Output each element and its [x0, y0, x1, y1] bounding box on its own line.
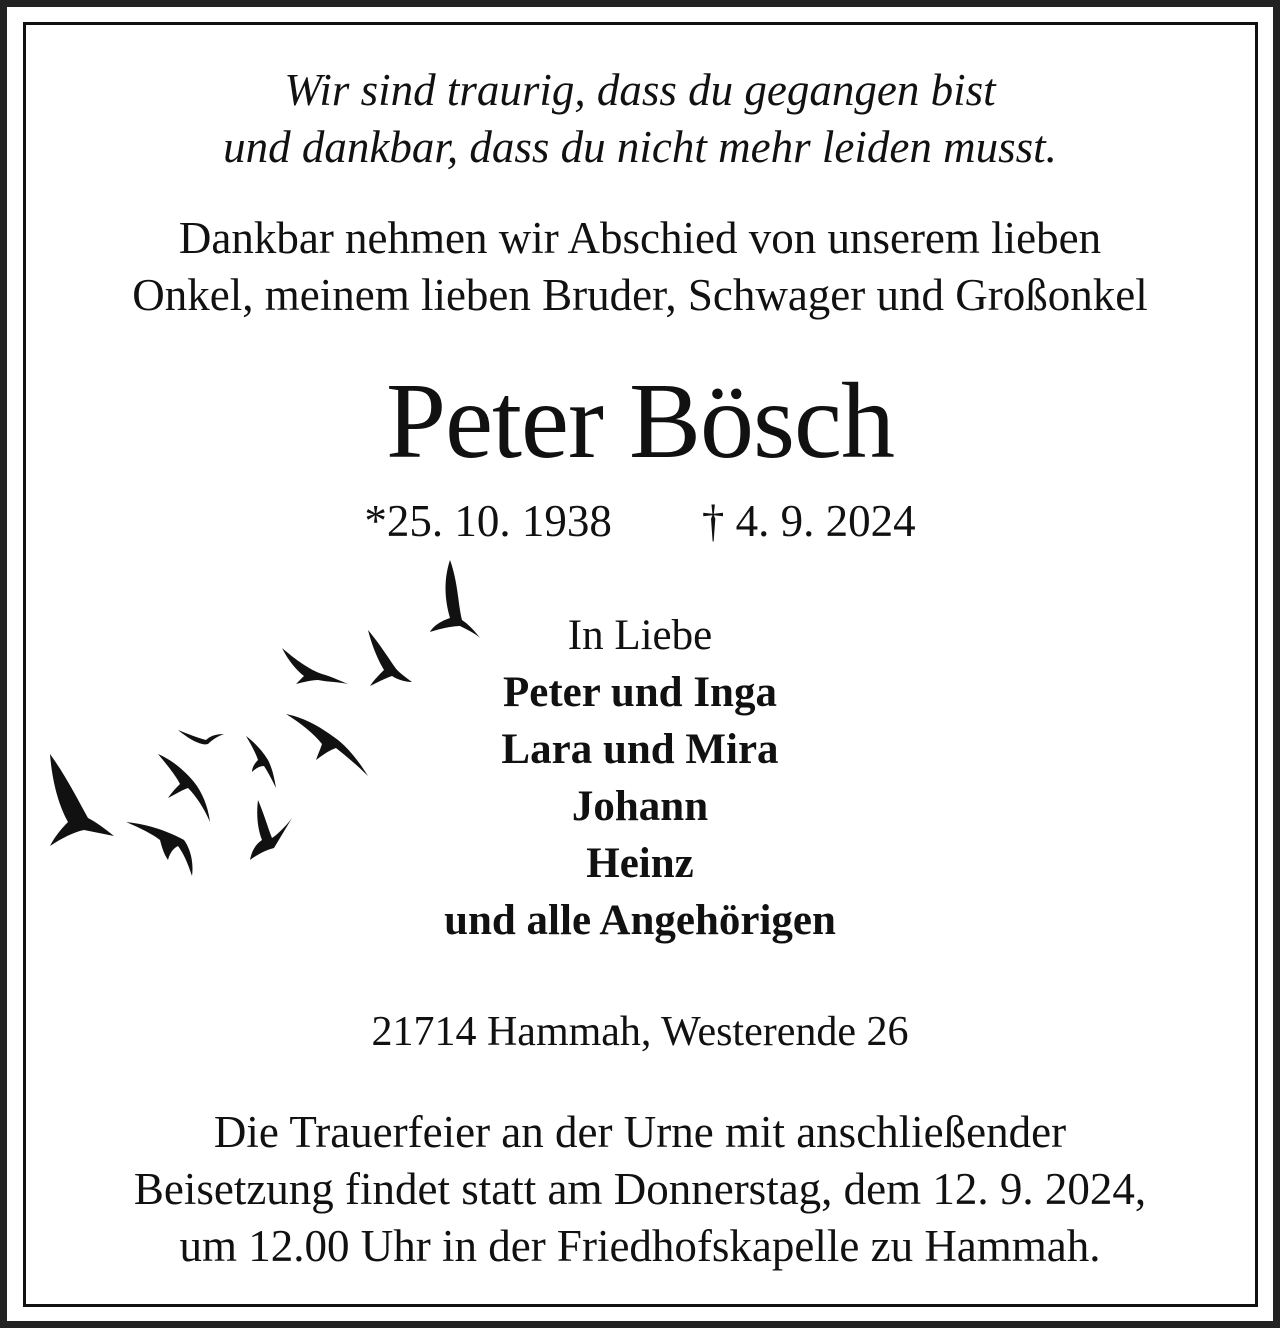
- intro-line-1: Dankbar nehmen wir Abschied von unserem lieben: [178, 213, 1102, 263]
- mourner-name: Peter und Inga: [503, 669, 777, 716]
- mourner-name: Johann: [571, 783, 709, 830]
- death-date: † 4. 9. 2024: [701, 496, 916, 546]
- family-address: 21714 Hammah, Westerende 26: [371, 1009, 909, 1055]
- birth-date: *25. 10. 1938: [364, 496, 612, 546]
- mourners-intro: In Liebe: [567, 612, 713, 659]
- life-dates: [0, 493, 1280, 549]
- deceased-name: Peter Bösch: [386, 362, 894, 481]
- ceremony-line-1: Die Trauerfeier an der Urne mit anschließender: [213, 1107, 1067, 1157]
- quote-line-1: Wir sind traurig, dass du gegangen bist: [284, 65, 996, 115]
- mourner-name: Heinz: [586, 840, 694, 887]
- ceremony-line-3: um 12.00 Uhr in der Friedhofskapelle zu Hammah.: [179, 1221, 1101, 1271]
- mourner-name: Lara und Mira: [501, 726, 779, 773]
- intro-line-2: Onkel, meinem lieben Bruder, Schwager und Großonkel: [132, 270, 1148, 320]
- ceremony-details: [0, 1104, 1280, 1275]
- memorial-quote: [0, 62, 1280, 176]
- ceremony-line-2: Beisetzung findet statt am Donnerstag, dem 12. 9. 2024,: [133, 1164, 1147, 1214]
- farewell-intro: [0, 210, 1280, 324]
- mourners-list: [0, 664, 1280, 949]
- quote-line-2: und dankbar, dass du nicht mehr leiden musst.: [223, 122, 1057, 172]
- mourner-name: und alle Angehörigen: [444, 897, 836, 944]
